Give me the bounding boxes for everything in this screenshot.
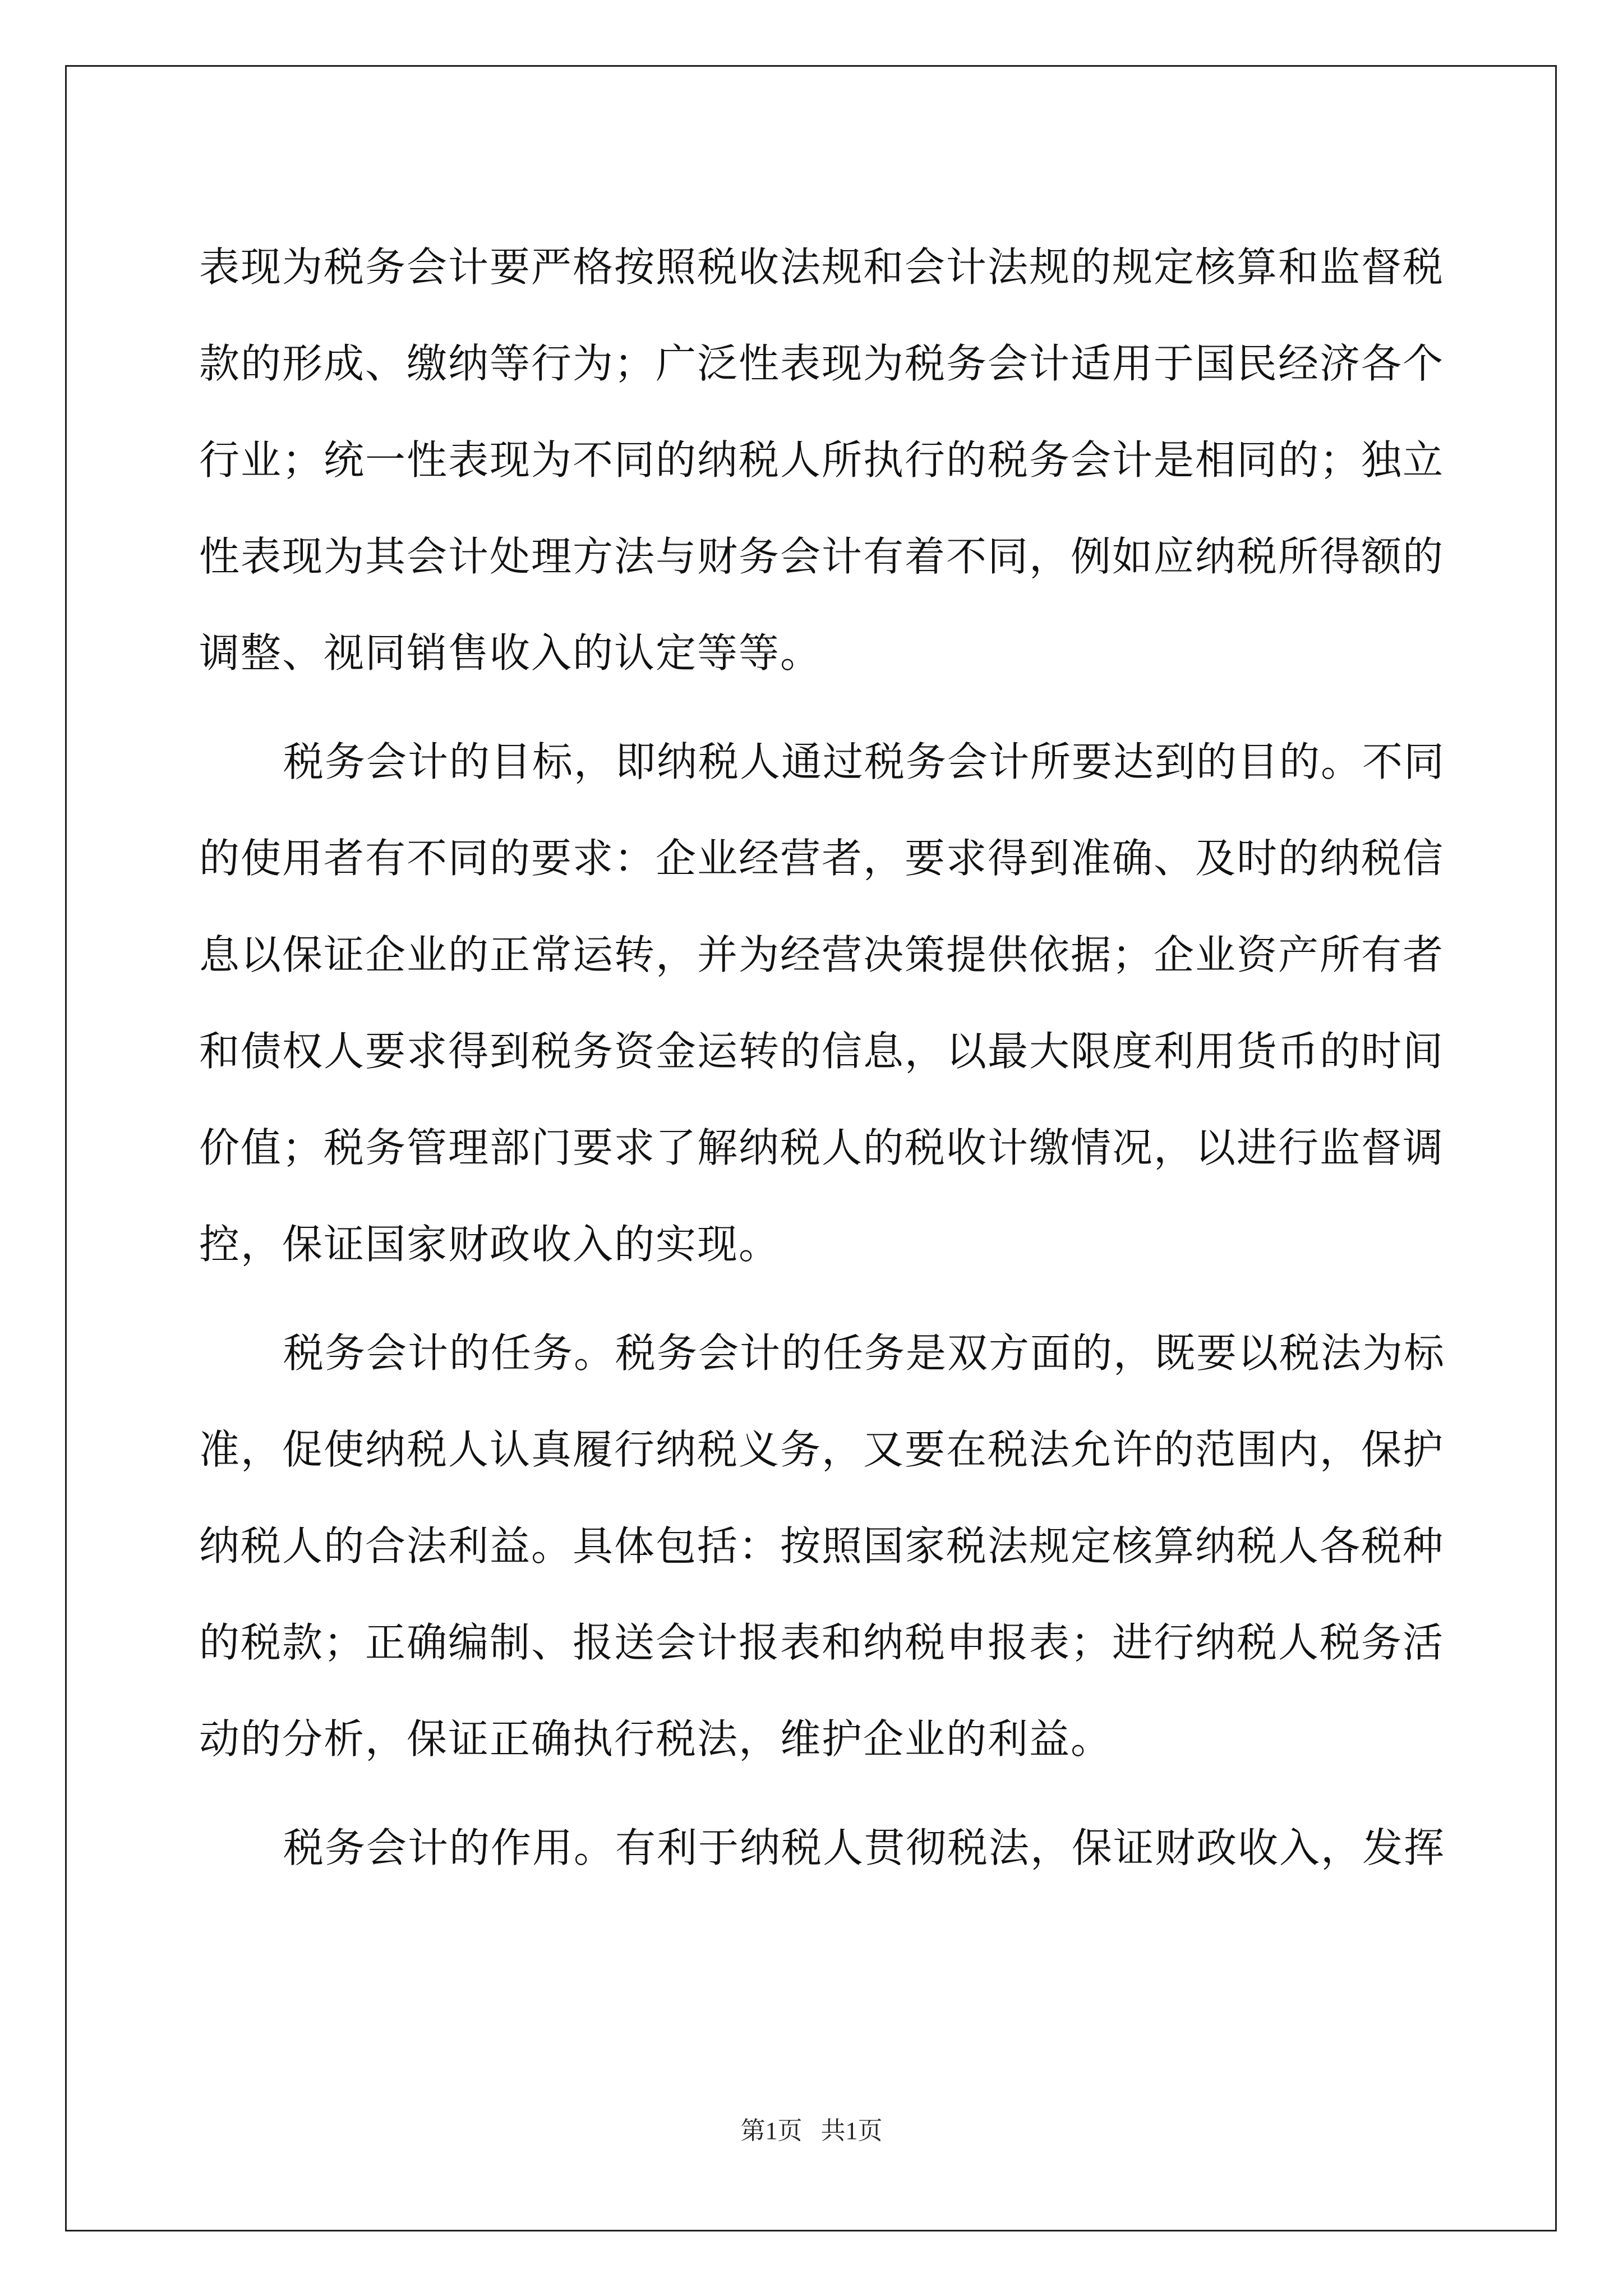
text-line: 的使用者有不同的要求：企业经营者，要求得到准确、及时的纳税信 <box>199 835 1445 882</box>
page-footer: 第1页 共1页 <box>740 2117 883 2145</box>
text-line: 动的分析，保证正确执行税法，维护企业的利益。 <box>199 1715 1113 1763</box>
paragraph-3 <box>199 1305 1446 1787</box>
document-body <box>199 219 1446 1896</box>
text-line: 性表现为其会计处理方法与财务会计有着不同，例如应纳税所得额的 <box>199 533 1445 580</box>
text-line: 款的形成、缴纳等行为；广泛性表现为税务会计适用于国民经济各个 <box>199 340 1445 387</box>
text-line: 税务会计的目标，即纳税人通过税务会计所要达到的目的。不同 <box>283 738 1446 785</box>
text-line: 纳税人的合法利益。具体包括：按照国家税法规定核算纳税人各税种 <box>199 1522 1445 1570</box>
paragraph-2 <box>199 714 1446 1292</box>
text-line: 行业；统一性表现为不同的纳税人所执行的税务会计是相同的；独立 <box>199 436 1445 484</box>
text-line: 价值；税务管理部门要求了解纳税人的税收计缴情况，以进行监督调 <box>199 1124 1445 1171</box>
paragraph-1 <box>199 219 1445 701</box>
text-line: 的税款；正确编制、报送会计报表和纳税申报表；进行纳税人税务活 <box>199 1619 1445 1666</box>
text-line: 控，保证国家财政收入的实现。 <box>199 1221 781 1268</box>
paragraph-4 <box>199 1800 1446 1896</box>
text-line: 税务会计的作用。有利于纳税人贯彻税法，保证财政收入，发挥 <box>283 1824 1446 1871</box>
text-line: 表现为税务会计要严格按照税收法规和会计法规的规定核算和监督税 <box>199 243 1445 291</box>
text-line: 税务会计的任务。税务会计的任务是双方面的，既要以税法为标 <box>283 1329 1446 1377</box>
text-line: 准，促使纳税人认真履行纳税义务，又要在税法允许的范围内，保护 <box>199 1426 1445 1473</box>
text-line: 和债权人要求得到税务资金运转的信息，以最大限度利用货币的时间 <box>199 1028 1445 1075</box>
text-line: 息以保证企业的正常运转，并为经营决策提供依据；企业资产所有者 <box>199 931 1445 978</box>
text-line: 调整、视同销售收入的认定等等。 <box>199 629 822 677</box>
